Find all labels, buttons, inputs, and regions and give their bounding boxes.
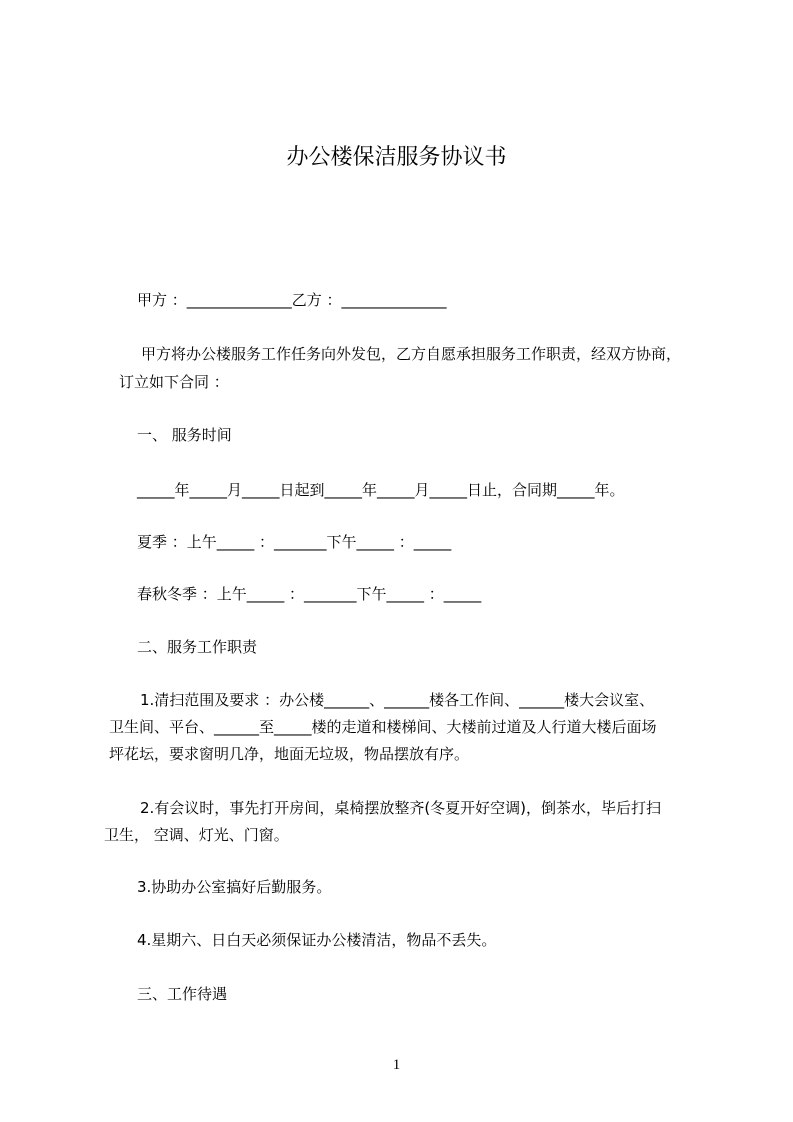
duty-item-1-line-1: 1.清扫范围及要求 ：办公楼______、______楼各工作间、______楼大会议室、 (140, 691, 655, 709)
section-3-heading: 三、工作待遇 (137, 985, 228, 1003)
duty-item-2-line-2: 卫生， 空调、灯光、门窗。 (104, 826, 289, 844)
page-number: 1 (392, 1057, 401, 1073)
duty-item-1-line-3: 坪花坛，要求窗明几净，地面无垃圾，物品摆放有序。 (109, 745, 470, 763)
other-seasons-hours-line: 春秋冬季 ：上午_____ ：_______下午_____ ：_____ (137, 585, 482, 603)
document-title: 办公楼保洁服务协议书 (286, 145, 507, 170)
service-period-line: _____年_____月_____日起到_____年_____月_____日止，合同期_____年。 (137, 481, 625, 499)
intro-line-2: 订立如下合同 ： (119, 373, 229, 391)
section-2-heading: 二、服务工作职责 (137, 638, 258, 656)
duty-item-1-line-2: 卫生间、平台、______至_____楼的走道和楼梯间、大楼前过道及人行道大楼后面场 (109, 718, 657, 736)
duty-item-4: 4.星期六、日白天必须保证办公楼清洁，物品不丢失。 (137, 931, 497, 949)
summer-hours-line: 夏季 ：上午_____ ：_______下午_____ ：_____ (137, 533, 452, 551)
duty-item-2-line-1: 2.有会议时，事先打开房间，桌椅摆放整齐(冬夏开好空调)，倒茶水，毕后打扫 (140, 799, 662, 817)
duty-item-3: 3.协助办公室搞好后勤服务。 (137, 878, 332, 896)
intro-line-1: 甲方将办公楼服务工作任务向外发包，乙方自愿承担服务工作职责，经双方协商， (141, 345, 682, 363)
parties-line: 甲方 ：______________乙方 ：______________ (137, 291, 447, 309)
section-1-heading: 一、 服务时间 (137, 426, 232, 444)
